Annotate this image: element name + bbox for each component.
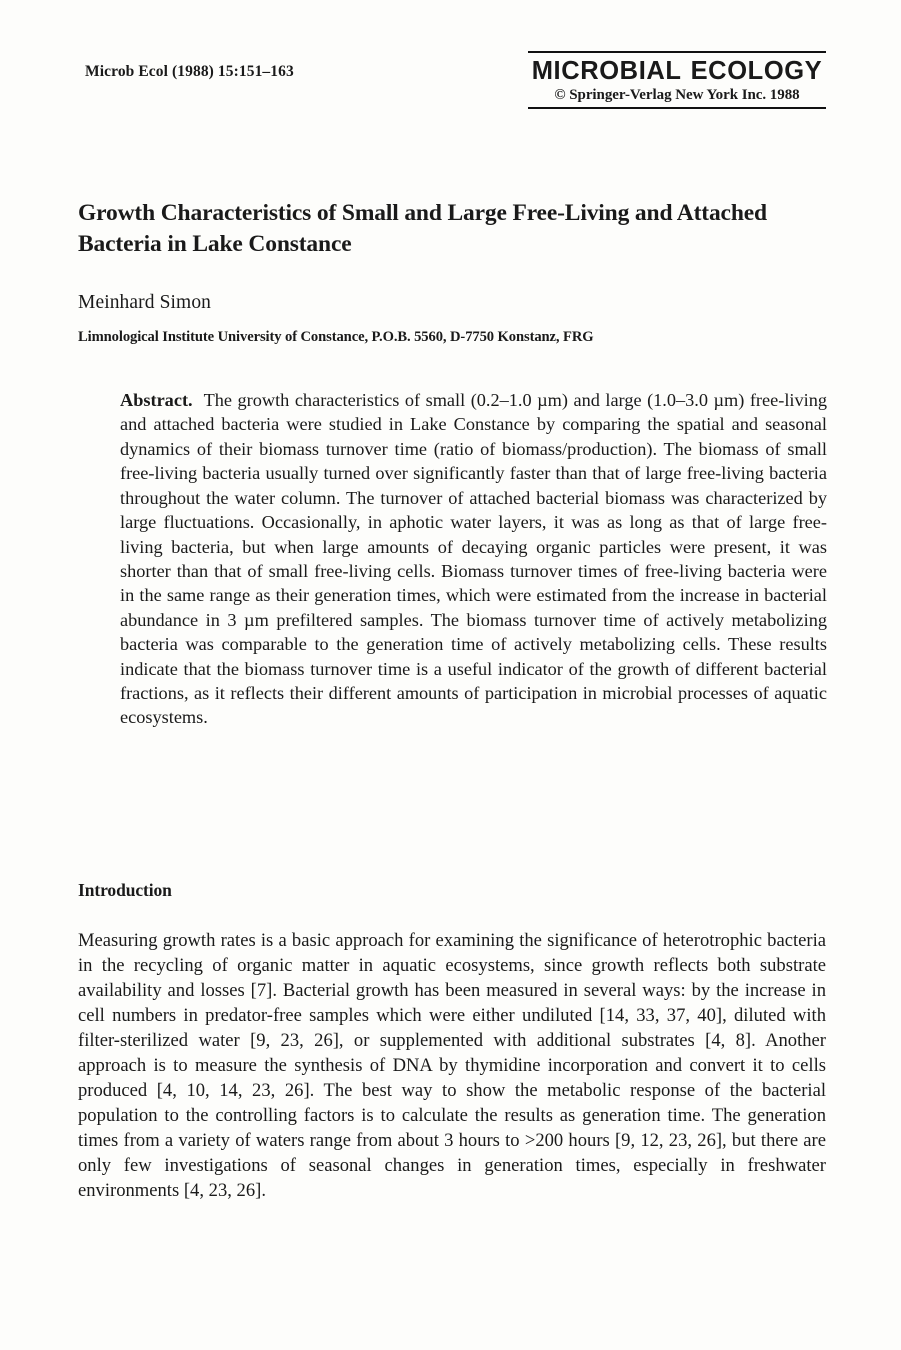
introduction-paragraph: Measuring growth rates is a basic approach for examining the significance of heterotrophic bacteria in the recycling of organic matter in aquatic ecosystems, since growth reflects both substrate availability and losses [7]. Bacterial growth has been measured in several ways: by the increase in cell numbers in predator-free samples which were either undiluted [14, 33, 37, 40], diluted with filter-sterilized water [9, 23, 26], or supplemented with additional substrates [4, 8]. Another approach is to measure the synthesis of DNA by thymidine incorporation and convert it to cells produced [4, 10, 14, 23, 26]. The best way to show the metabolic response of the bacterial population to the controlling factors is to calculate the results as generation time. The generation times from a variety of waters range from about 3 hours to >200 hours [9, 12, 23, 26], but there are only few investigations of seasonal changes in generation times, especially in freshwater environments [4, 23, 26].: [78, 930, 826, 1201]
title-block: [78, 198, 778, 261]
masthead-copyright: © Springer-Verlag New York Inc. 1988: [554, 86, 800, 103]
author-affiliation: Limnological Institute University of Constance, P.O.B. 5560, D-7750 Konstanz, FRG: [78, 329, 594, 345]
page-header: [78, 58, 823, 148]
masthead-title-word-left: MICROBIAL: [531, 57, 682, 85]
journal-masthead: [528, 51, 826, 109]
article-title: Growth Characteristics of Small and Large Free-Living and Attached Bacteria in Lake Constance: [78, 200, 767, 258]
section-heading-introduction: Introduction: [78, 880, 172, 900]
abstract-label: Abstract.: [120, 390, 193, 410]
journal-reference: Microb Ecol (1988) 15:151–163: [85, 63, 294, 80]
masthead-title-word-right: ECOLOGY: [690, 57, 823, 85]
article-author: Meinhard Simon: [78, 292, 212, 313]
abstract-text: The growth characteristics of small (0.2–1.0 µm) and large (1.0–3.0 µm) free-living and attached bacteria were studied in Lake Constance by comparing the spatial and seasonal dynamics of their biomass turnover time (ratio of biomass/production). The biomass of small free-living bacteria usually turned over significantly faster than that of large free-living bacteria throughout the water column. The turnover of attached bacterial biomass was characterized by large fluctuations. Occasionally, in aphotic water layers, it was as long as that of large free-living bacteria, but when large amounts of decaying organic particles were present, it was shorter than that of small free-living cells. Biomass turnover times of free-living bacteria were in the same range as their generation times, which were estimated from the increase in bacterial abundance in 3 µm prefiltered samples. The biomass turnover time of actively metabolizing bacteria was comparable to the generation time of actively metabolizing cells. These results indicate that the biomass turnover time is a useful indicator of the growth of different bacterial fractions, as it reflects their different amounts of participation in microbial processes of aquatic ecosystems.: [120, 390, 827, 728]
introduction-body: [78, 928, 826, 1203]
masthead-rule-bottom: [528, 107, 826, 109]
masthead-title: [528, 57, 826, 86]
abstract-block: [120, 388, 827, 730]
masthead-rule-top: [528, 51, 826, 53]
